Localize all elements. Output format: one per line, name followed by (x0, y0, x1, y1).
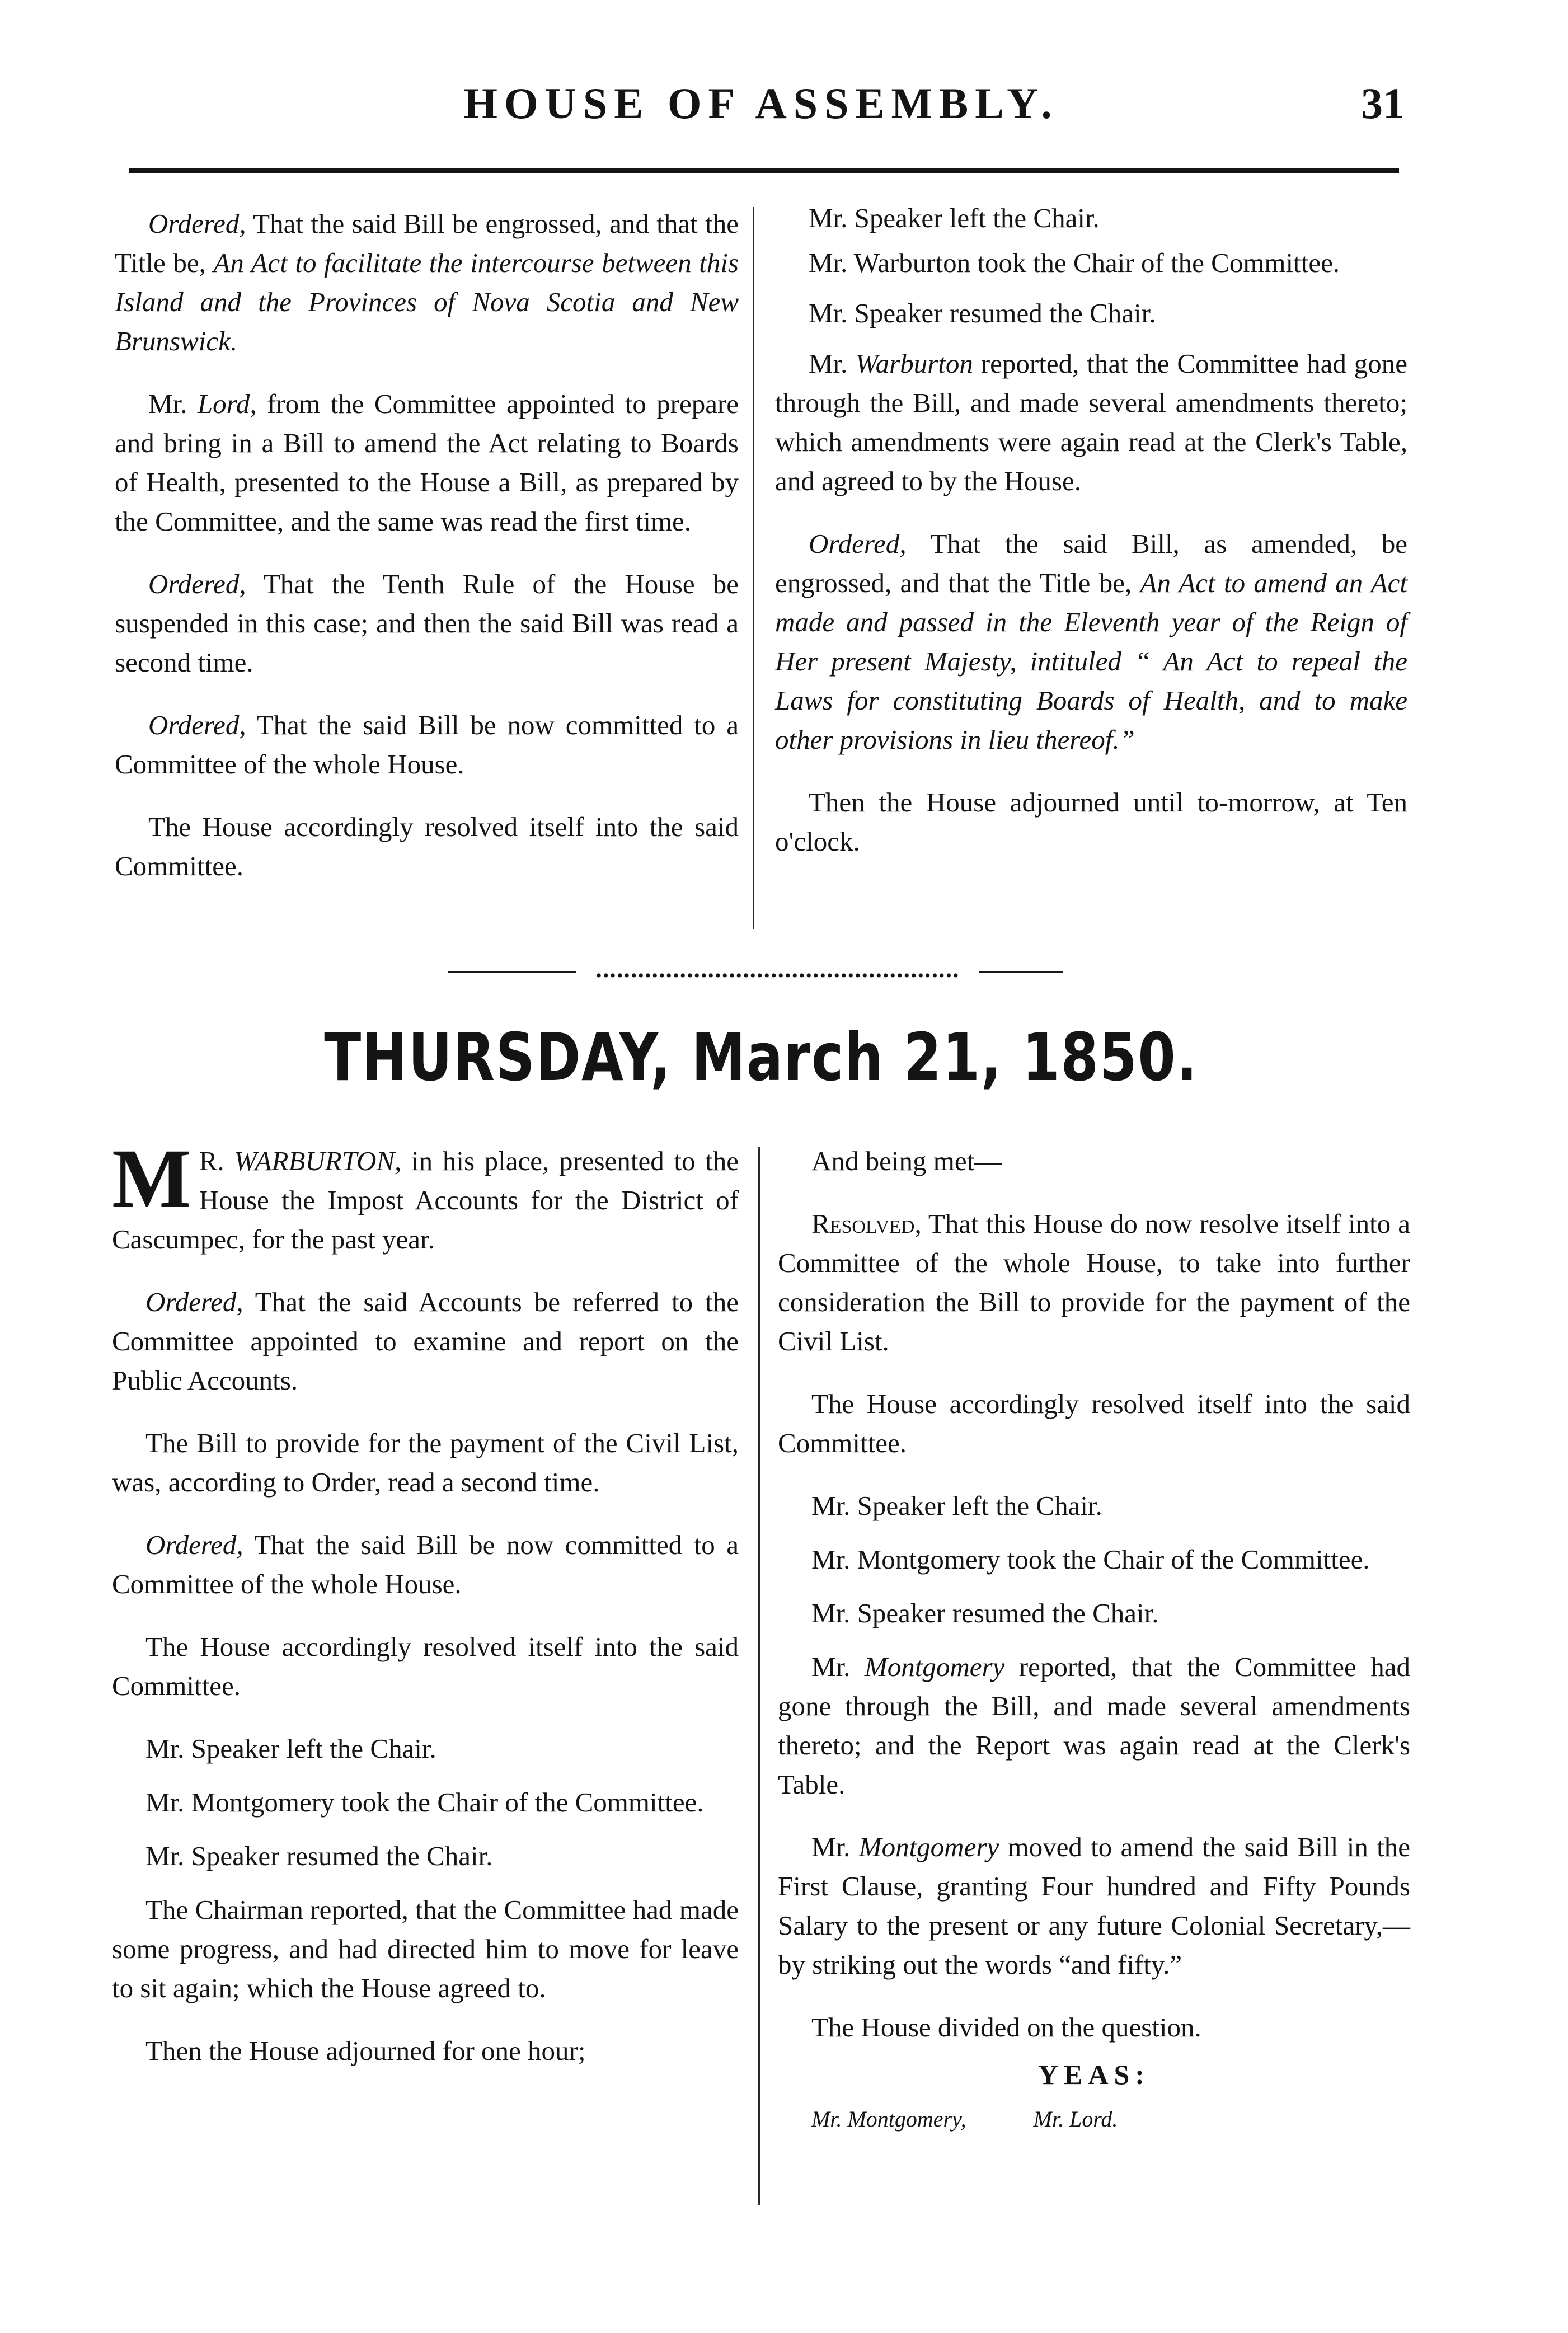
paragraph (775, 524, 1407, 759)
paragraph: And being met— (811, 1146, 1002, 1176)
paragraph-text: That this House do now resolve itself into a Committee of the whole House, to take into further consideration the Bill to provide for the payment of the Civil List. (778, 1208, 1410, 1356)
paragraph (115, 565, 739, 682)
ordered-label: Ordered, (148, 710, 246, 740)
ornament-dots: •••••••••••••••••••••••••••••••••••••••••••••••••••• (576, 966, 979, 985)
ordered-label: Ordered, (145, 1529, 243, 1560)
paragraph-lead: R. (199, 1146, 224, 1176)
yeas-member: Mr. Lord. (1033, 2106, 1118, 2132)
paragraph-text: That the said Bill, as amended, be engrossed, and that the Title be, (775, 528, 1407, 598)
paragraph: The House divided on the question. (811, 2012, 1201, 2043)
paragraph-text: reported, that the Committee had gone through the Bill, and made several amendments thereto; and the Report was again read at the Clerk's Table. (778, 1651, 1411, 1800)
bill-title: An Act to facilitate the intercourse between this Island and the Provinces of Nova Scotia and New Brunswick. (115, 247, 739, 356)
paragraph: Mr. Speaker left the Chair. (809, 203, 1100, 233)
paragraph: The House accordingly resolved itself into the said Committee. (112, 1631, 739, 1701)
paragraph-text: reported, that the Committee had gone through the Bill, and made several amendments thereto; which amendments were again read at the Clerk's Table, and agreed to by the House. (775, 348, 1408, 496)
date-heading: THURSDAY, March 21, 1850. (324, 1018, 1198, 1096)
ordered-label: Ordered, (809, 528, 907, 559)
paragraph (778, 1204, 1410, 1361)
paragraph: Mr. Speaker left the Chair. (145, 1733, 436, 1764)
paragraph-lead: Mr. (148, 388, 187, 419)
paragraph (775, 344, 1407, 501)
paragraph (778, 1647, 1410, 1804)
resolved-label: Resolved, (811, 1208, 922, 1239)
paragraph-text: moved to amend the said Bill in the First Clause, granting Four hundred and Fifty Pounds Salary to the present or any future Colonial Secretary,—by striking out the words “and fifty.” (778, 1832, 1410, 1980)
paragraph: The House accordingly resolved itself into the said Committee. (115, 811, 739, 881)
paragraph: Then the House adjourned for one hour; (145, 2035, 586, 2066)
bill-title: An Act to amend an Act made and passed in the Eleventh year of the Reign of Her present Majesty, intituled “ An Act to repeal the Laws for constituting Boards of Health, and to make other provisions in lieu thereof.” (775, 567, 1408, 755)
paragraph: Mr. Montgomery took the Chair of the Committee. (811, 1544, 1370, 1575)
paragraph (115, 204, 739, 361)
paragraph: Mr. Speaker left the Chair. (811, 1490, 1102, 1521)
member-name: WARBURTON, (234, 1146, 402, 1176)
member-name: Lord, (197, 388, 257, 419)
column-divider (758, 1147, 760, 2205)
paragraph-text: That the said Bill be now committed to a Committee of the whole House. (115, 710, 739, 780)
paragraph (115, 706, 739, 784)
member-name: Warburton (855, 348, 973, 379)
paragraph (112, 1132, 739, 1259)
yeas-list (778, 2100, 1410, 2139)
yeas-member: Mr. Montgomery, (811, 2106, 966, 2132)
paragraph-text: That the Tenth Rule of the House be suspended in this case; and then the said Bill was read a second time. (115, 569, 739, 678)
ordered-label: Ordered, (148, 569, 246, 599)
ordered-label: Ordered, (148, 208, 246, 239)
paragraph (112, 1283, 739, 1400)
paragraph: Mr. Warburton took the Chair of the Committee. (809, 247, 1340, 278)
member-name: Montgomery (864, 1651, 1005, 1682)
paragraph-text: That the said Bill be now committed to a Committee of the whole House. (112, 1529, 739, 1599)
paragraph-lead: Mr. (811, 1832, 851, 1862)
paragraph: The Bill to provide for the payment of the Civil List, was, according to Order, read a second time. (112, 1428, 739, 1498)
top-left-column (115, 204, 739, 909)
page-number: 31 (1361, 79, 1405, 128)
paragraph-text: That the said Accounts be referred to the Committee appointed to examine and report on the Public Accounts. (112, 1287, 739, 1396)
paragraph: Mr. Speaker resumed the Chair. (145, 1841, 493, 1871)
running-head (118, 78, 1405, 145)
paragraph: Mr. Montgomery took the Chair of the Committee. (145, 1787, 704, 1818)
drop-cap: M (112, 1132, 191, 1225)
paragraph (112, 1525, 739, 1604)
paragraph-text: from the Committee appointed to prepare and bring in a Bill to amend the Act relating to Boards of Health, presented to the House a Bill, as prepared by the Committee, and the same was read the first time. (115, 388, 739, 537)
paragraph (778, 1828, 1410, 1984)
bottom-left-column (112, 1132, 739, 2094)
paragraph: The Chairman reported, that the Committee had made some progress, and had directed him to move for leave to sit again; which the House agreed to. (112, 1894, 739, 2003)
top-right-column (775, 199, 1407, 885)
paragraph: The House accordingly resolved itself into the said Committee. (778, 1388, 1410, 1458)
paragraph: Mr. Speaker resumed the Chair. (809, 298, 1156, 328)
paragraph-lead: Mr. (811, 1651, 851, 1682)
running-title: HOUSE OF ASSEMBLY. (463, 79, 1059, 128)
paragraph-text: That the said Bill be engrossed, and that the Title be, (115, 208, 739, 278)
column-divider (753, 207, 754, 929)
paragraph-lead: Mr. (809, 348, 848, 379)
header-rule (129, 168, 1399, 173)
paragraph: Mr. Speaker resumed the Chair. (811, 1598, 1159, 1628)
member-name: Montgomery (858, 1832, 999, 1862)
paragraph: Then the House adjourned until to-morrow, at Ten o'clock. (775, 787, 1407, 857)
bottom-right-column (778, 1142, 1410, 2139)
ordered-label: Ordered, (145, 1287, 243, 1317)
section-ornament (448, 966, 1063, 985)
yeas-heading: YEAS: (1037, 2059, 1151, 2090)
paragraph (115, 384, 739, 541)
paragraph-text: in his place, presented to the House the Impost Accounts for the District of Cascumpec, for the past year. (112, 1146, 739, 1255)
